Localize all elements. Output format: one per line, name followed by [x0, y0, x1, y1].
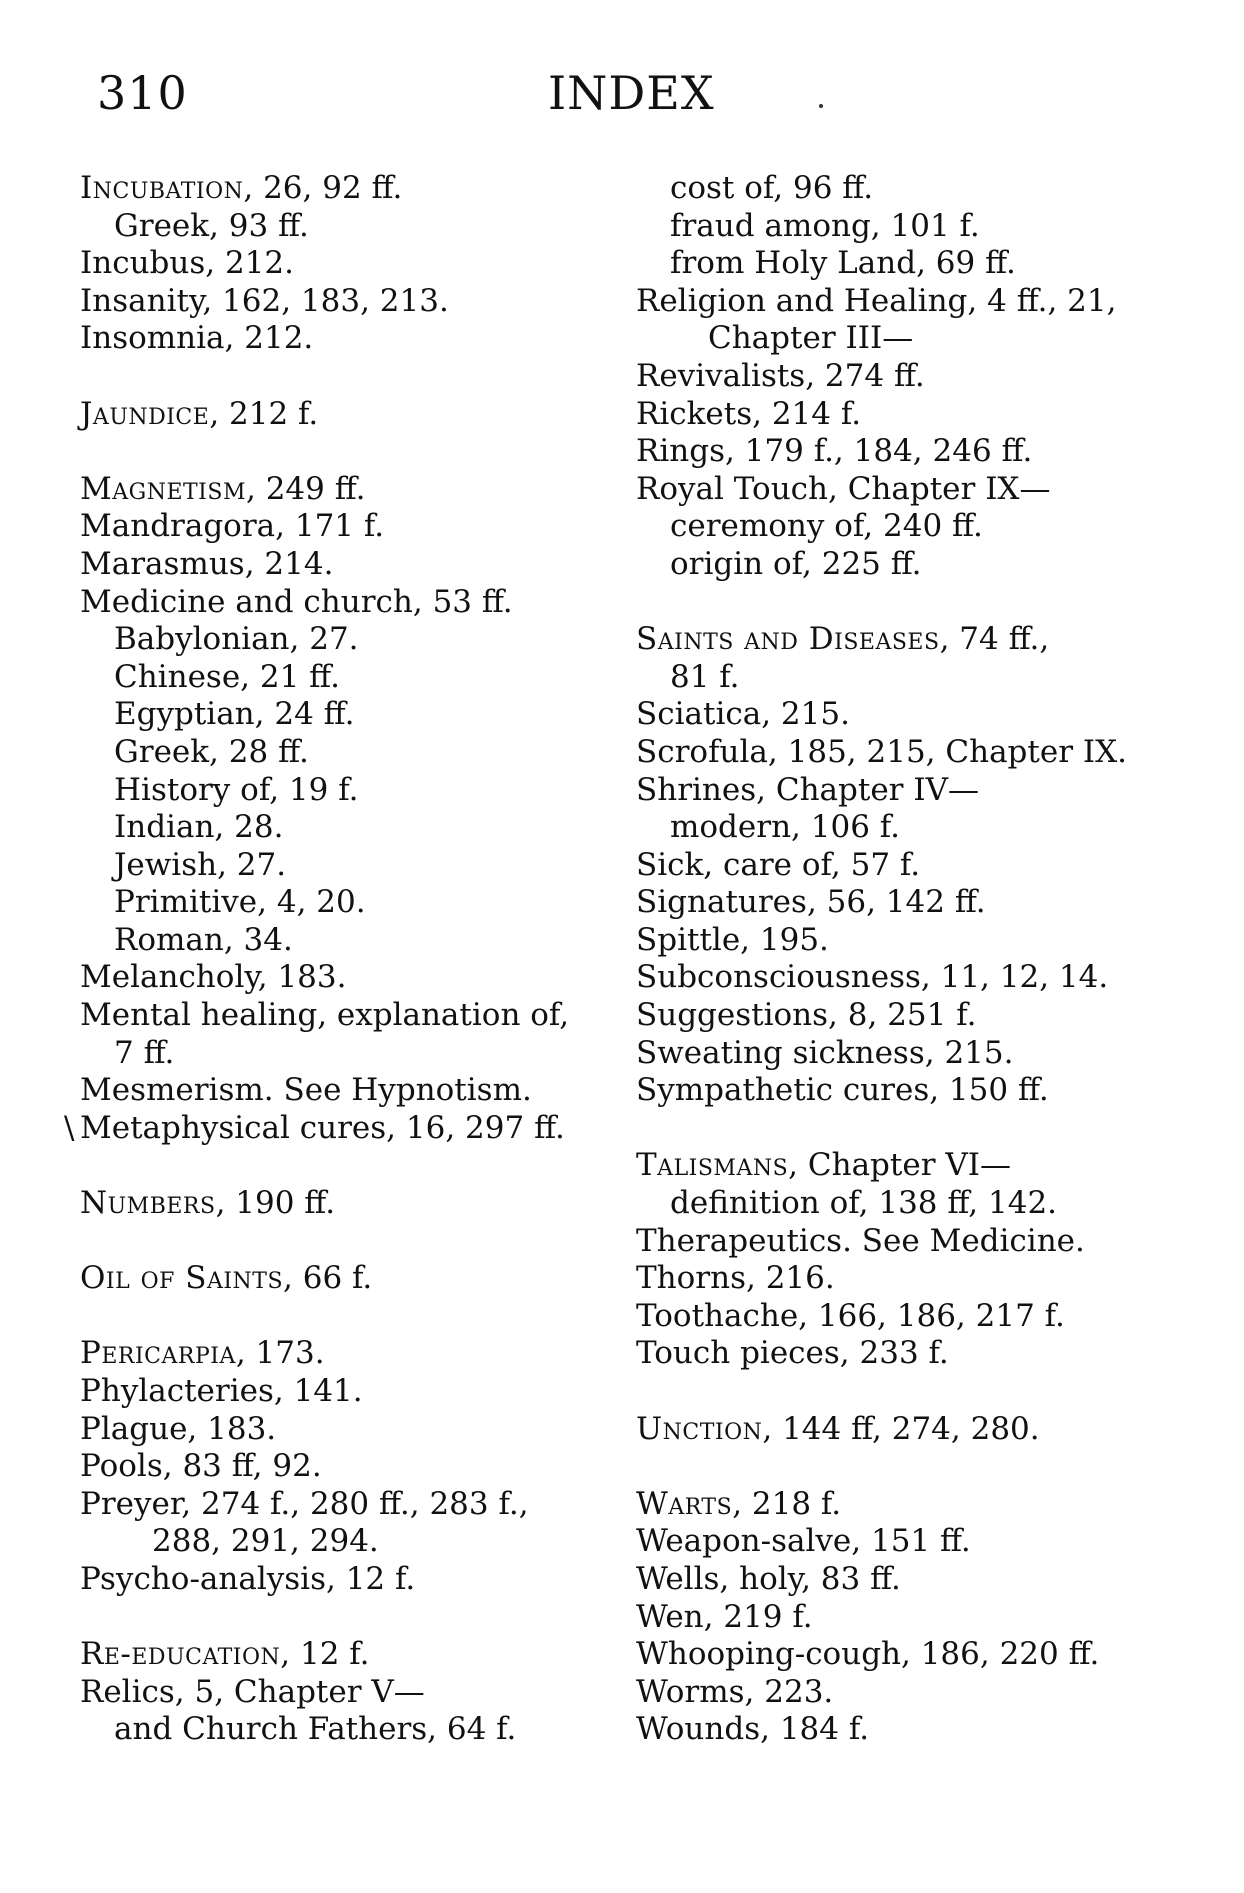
section-gap	[636, 1448, 1176, 1486]
index-entry: Religion and Healing, 4 ff., 21,	[636, 282, 1117, 319]
left-column	[64, 170, 600, 1749]
index-entry: Spittle, 195.	[636, 921, 829, 958]
entry-refs: , 212 f.	[209, 395, 319, 432]
print-speck	[819, 104, 823, 108]
index-entry: Incubus, 212.	[80, 245, 294, 282]
entry-head: Saints and Diseases	[636, 621, 940, 658]
page-number: 310	[97, 66, 188, 120]
index-subentry: History of, 19 f.	[114, 771, 359, 808]
section-gap	[80, 358, 600, 396]
index-entry: Medicine and church, 53 ff.	[80, 583, 513, 620]
entry-refs: , Chapter VI—	[788, 1147, 1011, 1184]
section-gap	[80, 1599, 600, 1637]
entry-head: Numbers	[80, 1185, 216, 1222]
index-entry: Pools, 83 ff, 92.	[80, 1448, 322, 1485]
index-entry: Mesmerism. See Hypnotism.	[80, 1072, 532, 1109]
index-subentry: and Church Fathers, 64 f.	[114, 1711, 517, 1748]
index-entry	[64, 1109, 600, 1148]
entry-head: Unction	[636, 1410, 763, 1447]
section-gap	[636, 584, 1176, 622]
section-gap	[636, 1110, 1176, 1148]
section-gap	[80, 1298, 600, 1336]
index-entry: Preyer, 274 f., 280 ff., 283 f.,	[80, 1485, 529, 1522]
section-gap	[636, 1373, 1176, 1411]
index-entry	[80, 1185, 600, 1223]
index-subentry: Greek, 93 ff.	[114, 207, 309, 244]
index-entry: Toothache, 166, 186, 217 f.	[636, 1297, 1065, 1334]
section-gap	[80, 433, 600, 471]
index-entry: Scrofula, 185, 215, Chapter IX.	[636, 733, 1128, 770]
index-entry: Therapeutics. See Medicine.	[636, 1222, 1085, 1259]
index-entry: Wounds, 184 f.	[636, 1711, 870, 1748]
entry-head: Incubation	[80, 170, 244, 206]
index-entry: Worms, 223.	[636, 1673, 834, 1710]
index-entry: Thorns, 216.	[636, 1260, 835, 1297]
index-continuation: Chapter III—	[708, 320, 914, 357]
section-gap	[80, 1147, 600, 1185]
entry-head: Warts	[636, 1485, 733, 1522]
index-entry: Touch pieces, 233 f.	[636, 1335, 949, 1372]
index-entry	[80, 396, 600, 434]
index-entry: Wells, holy, 83 ff.	[636, 1560, 901, 1597]
entry-head: Magnetism	[80, 470, 246, 507]
index-entry: Insomnia, 212.	[80, 320, 314, 357]
entry-head: Re-education	[80, 1636, 281, 1673]
index-entry: Psycho-analysis, 12 f.	[80, 1560, 416, 1597]
entry-refs: , 144 ff, 274, 280.	[762, 1410, 1040, 1447]
index-entry: Royal Touch, Chapter IX—	[636, 470, 1051, 507]
entry-refs: , 12 f.	[280, 1636, 370, 1673]
index-entry	[636, 621, 1176, 659]
index-entry: Relics, 5, Chapter V—	[80, 1673, 425, 1710]
index-subentry: ceremony of, 240 ff.	[670, 508, 983, 545]
index-subentry: Primitive, 4, 20.	[114, 884, 366, 921]
entry-refs: , 173.	[235, 1335, 325, 1372]
section-gap	[80, 1223, 600, 1261]
index-continuation: 288, 291, 294.	[152, 1523, 379, 1560]
index-entry	[80, 1260, 600, 1298]
index-entry: Rickets, 214 f.	[636, 395, 862, 432]
index-entry: Insanity, 162, 183, 213.	[80, 282, 449, 319]
entry-head: Talismans	[636, 1147, 789, 1184]
entry-refs: , 26, 92 ff.	[243, 170, 403, 206]
index-entry	[636, 1411, 1176, 1449]
index-subentry: cost of, 96 ff.	[670, 170, 874, 206]
index-entry: Mandragora, 171 f.	[80, 508, 385, 545]
entry-head: Pericarpia	[80, 1335, 236, 1372]
index-subentry: Greek, 28 ff.	[114, 733, 309, 770]
index-subentry: Roman, 34.	[114, 921, 293, 958]
index-subentry: origin of, 225 ff.	[670, 545, 922, 582]
margin-mark: \	[64, 1109, 75, 1146]
entry-refs: , 66 f.	[283, 1260, 373, 1297]
right-column	[636, 170, 1176, 1749]
index-entry: Subconsciousness, 11, 12, 14.	[636, 959, 1109, 996]
index-subentry: from Holy Land, 69 ff.	[670, 245, 1016, 282]
index-entry: Suggestions, 8, 251 f.	[636, 997, 977, 1034]
index-entry: Weapon-salve, 151 ff.	[636, 1523, 971, 1560]
index-entry	[80, 1636, 600, 1674]
index-subentry: Chinese, 21 ff.	[114, 658, 340, 695]
index-entry: Shrines, Chapter IV—	[636, 771, 979, 808]
entry-head: Jaundice	[80, 395, 210, 432]
index-entry: Sick, care of, 57 f.	[636, 846, 921, 883]
index-entry: Rings, 179 f., 184, 246 ff.	[636, 433, 1033, 470]
running-head: INDEX	[548, 66, 715, 120]
index-entry	[80, 471, 600, 509]
index-entry: Sweating sickness, 215.	[636, 1034, 1014, 1071]
index-continuation: 81 f.	[670, 658, 740, 695]
entry-refs: , 218 f.	[732, 1485, 842, 1522]
index-entry: Marasmus, 214.	[80, 545, 334, 582]
index-entry: Mental healing, explanation of,	[80, 997, 570, 1034]
entry-text: Metaphysical cures, 16, 297 ff.	[80, 1109, 565, 1146]
index-entry: Sympathetic cures, 150 ff.	[636, 1072, 1049, 1109]
index-subentry: Egyptian, 24 ff.	[114, 696, 355, 733]
index-subentry: Jewish, 27.	[114, 846, 287, 883]
index-entry: Plague, 183.	[80, 1410, 277, 1447]
index-entry	[636, 1147, 1176, 1185]
index-subentry: modern, 106 f.	[670, 809, 900, 846]
index-entry: Phylacteries, 141.	[80, 1373, 363, 1409]
index-subentry: definition of, 138 ff, 142.	[670, 1185, 1058, 1222]
index-subentry: Babylonian, 27.	[114, 621, 359, 658]
index-entry: Sciatica, 215.	[636, 696, 850, 733]
index-entry: Melancholy, 183.	[80, 959, 347, 996]
index-entry: Revivalists, 274 ff.	[636, 357, 925, 394]
index-continuation: 7 ff.	[114, 1034, 175, 1071]
index-entry	[636, 1486, 1176, 1524]
entry-head: Oil of Saints	[80, 1260, 284, 1297]
index-entry: Whooping-cough, 186, 220 ff.	[636, 1636, 1100, 1673]
entry-refs: , 190 ff.	[215, 1185, 336, 1222]
index-entry: Wen, 219 f.	[636, 1598, 813, 1635]
index-subentry: Indian, 28.	[114, 809, 284, 846]
index-subentry: fraud among, 101 f.	[670, 207, 980, 244]
entry-refs: , 74 ff.,	[939, 621, 1050, 658]
index-entry	[80, 1335, 600, 1373]
entry-refs: , 249 ff.	[245, 470, 366, 507]
index-entry: Signatures, 56, 142 ff.	[636, 884, 986, 921]
index-entry	[80, 170, 600, 208]
